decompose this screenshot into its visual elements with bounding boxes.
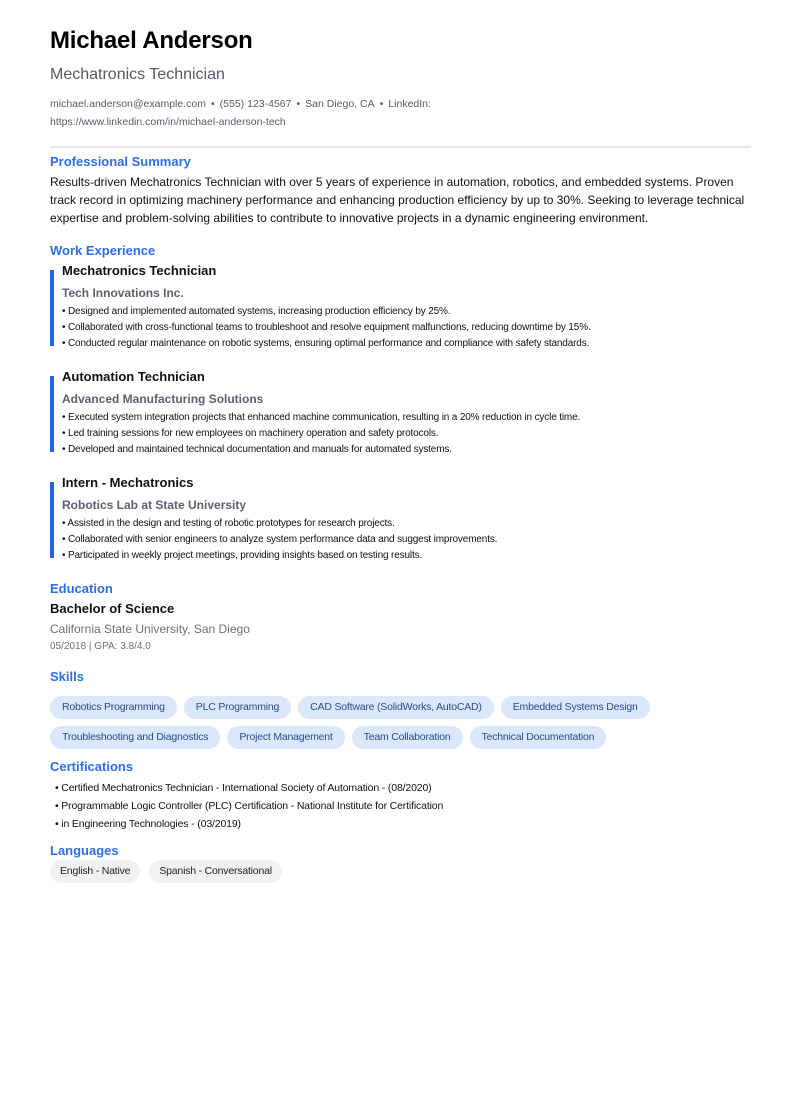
job-company: Advanced Manufacturing Solutions (62, 392, 264, 406)
degree: Bachelor of Science (50, 601, 175, 616)
location: San Diego, CA (305, 98, 375, 110)
separator: • (296, 98, 301, 110)
skill-chip: CAD Software (SolidWorks, AutoCAD) (298, 696, 494, 719)
education-date-gpa: 05/2018 | GPA: 3.8/4.0 (50, 641, 151, 652)
language-chip: English - Native (50, 860, 140, 883)
school-name: California State University, San Diego (50, 622, 250, 636)
candidate-name: Michael Anderson (50, 27, 253, 54)
job-entry (50, 263, 751, 352)
job-title: Mechatronics Technician (62, 263, 217, 278)
skills-list (50, 696, 751, 756)
language-chip: Spanish - Conversational (149, 860, 282, 883)
job-bullet: • Participated in weekly project meetings, providing insights based on testing results. (62, 550, 423, 561)
job-bullet: • Assisted in the design and testing of robotic prototypes for research projects. (62, 518, 395, 529)
section-title-languages: Languages (50, 843, 119, 858)
candidate-title: Mechatronics Technician (50, 66, 225, 83)
skill-chip: PLC Programming (184, 696, 291, 719)
section-title-skills: Skills (50, 669, 84, 684)
skill-chip: Project Management (227, 726, 344, 749)
skill-chip: Technical Documentation (470, 726, 607, 749)
skill-chip: Embedded Systems Design (501, 696, 650, 719)
job-bullets (62, 410, 751, 458)
section-title-experience: Work Experience (50, 243, 156, 258)
job-bullet: • Conducted regular maintenance on robotic systems, ensuring optimal performance and compliance with safety standards. (62, 338, 590, 349)
linkedin-link[interactable]: https://www.linkedin.com/in/michael-anderson-tech (50, 116, 286, 128)
linkedin-label: LinkedIn: (388, 98, 431, 110)
job-title: Automation Technician (62, 369, 205, 384)
job-entry (50, 475, 751, 564)
skill-chip: Team Collaboration (352, 726, 463, 749)
separator: • (210, 98, 215, 110)
job-bullet: • Designed and implemented automated systems, increasing production efficiency by 25%. (62, 306, 451, 317)
job-bullet: • Developed and maintained technical documentation and manuals for automated systems. (62, 444, 452, 455)
job-accent-bar (50, 376, 54, 452)
certification-item: • Certified Mechatronics Technician - International Society of Automation - (08/2020) (55, 782, 432, 794)
job-accent-bar (50, 270, 54, 346)
job-bullets (62, 516, 751, 564)
job-bullet: • Led training sessions for new employees on machinery operation and safety protocols. (62, 428, 439, 439)
job-title: Intern - Mechatronics (62, 475, 194, 490)
section-title-summary: Professional Summary (50, 154, 191, 169)
phone-number: (555) 123-4567 (219, 98, 292, 110)
skill-chip: Robotics Programming (50, 696, 177, 719)
job-bullet: • Collaborated with senior engineers to analyze system performance data and suggest improvements. (62, 534, 498, 545)
certification-item: • in Engineering Technologies - (03/2019) (55, 818, 241, 830)
certifications-list (55, 779, 443, 833)
job-company: Robotics Lab at State University (62, 498, 247, 512)
contact-info (50, 95, 470, 131)
email-link[interactable]: michael.anderson@example.com (50, 98, 206, 110)
section-title-education: Education (50, 581, 113, 596)
header-divider (50, 146, 751, 148)
job-accent-bar (50, 482, 54, 558)
job-company: Tech Innovations Inc. (62, 286, 184, 300)
languages-list (50, 860, 751, 890)
job-bullet: • Executed system integration projects that enhanced machine communication, resulting in a 20% reduction in cycle time. (62, 412, 581, 423)
job-bullets (62, 304, 751, 352)
job-entry (50, 369, 751, 458)
job-bullet: • Collaborated with cross-functional teams to troubleshoot and resolve equipment malfunctions, reducing downtime by 15%. (62, 322, 591, 333)
skill-chip: Troubleshooting and Diagnostics (50, 726, 220, 749)
section-title-certifications: Certifications (50, 759, 134, 774)
separator: • (379, 98, 384, 110)
certification-item: • Programmable Logic Controller (PLC) Certification - National Institute for Certification (55, 800, 444, 812)
summary-text: Results-driven Mechatronics Technician with over 5 years of experience in automation, robotics, and embedded systems. Proven track record in optimizing machinery performance and enhancing production efficiency by up to 30%. Seeking to leverage technical expertise and problem-solving abilities to contribute to innovative projects in a dynamic engineering environment. (50, 175, 745, 225)
